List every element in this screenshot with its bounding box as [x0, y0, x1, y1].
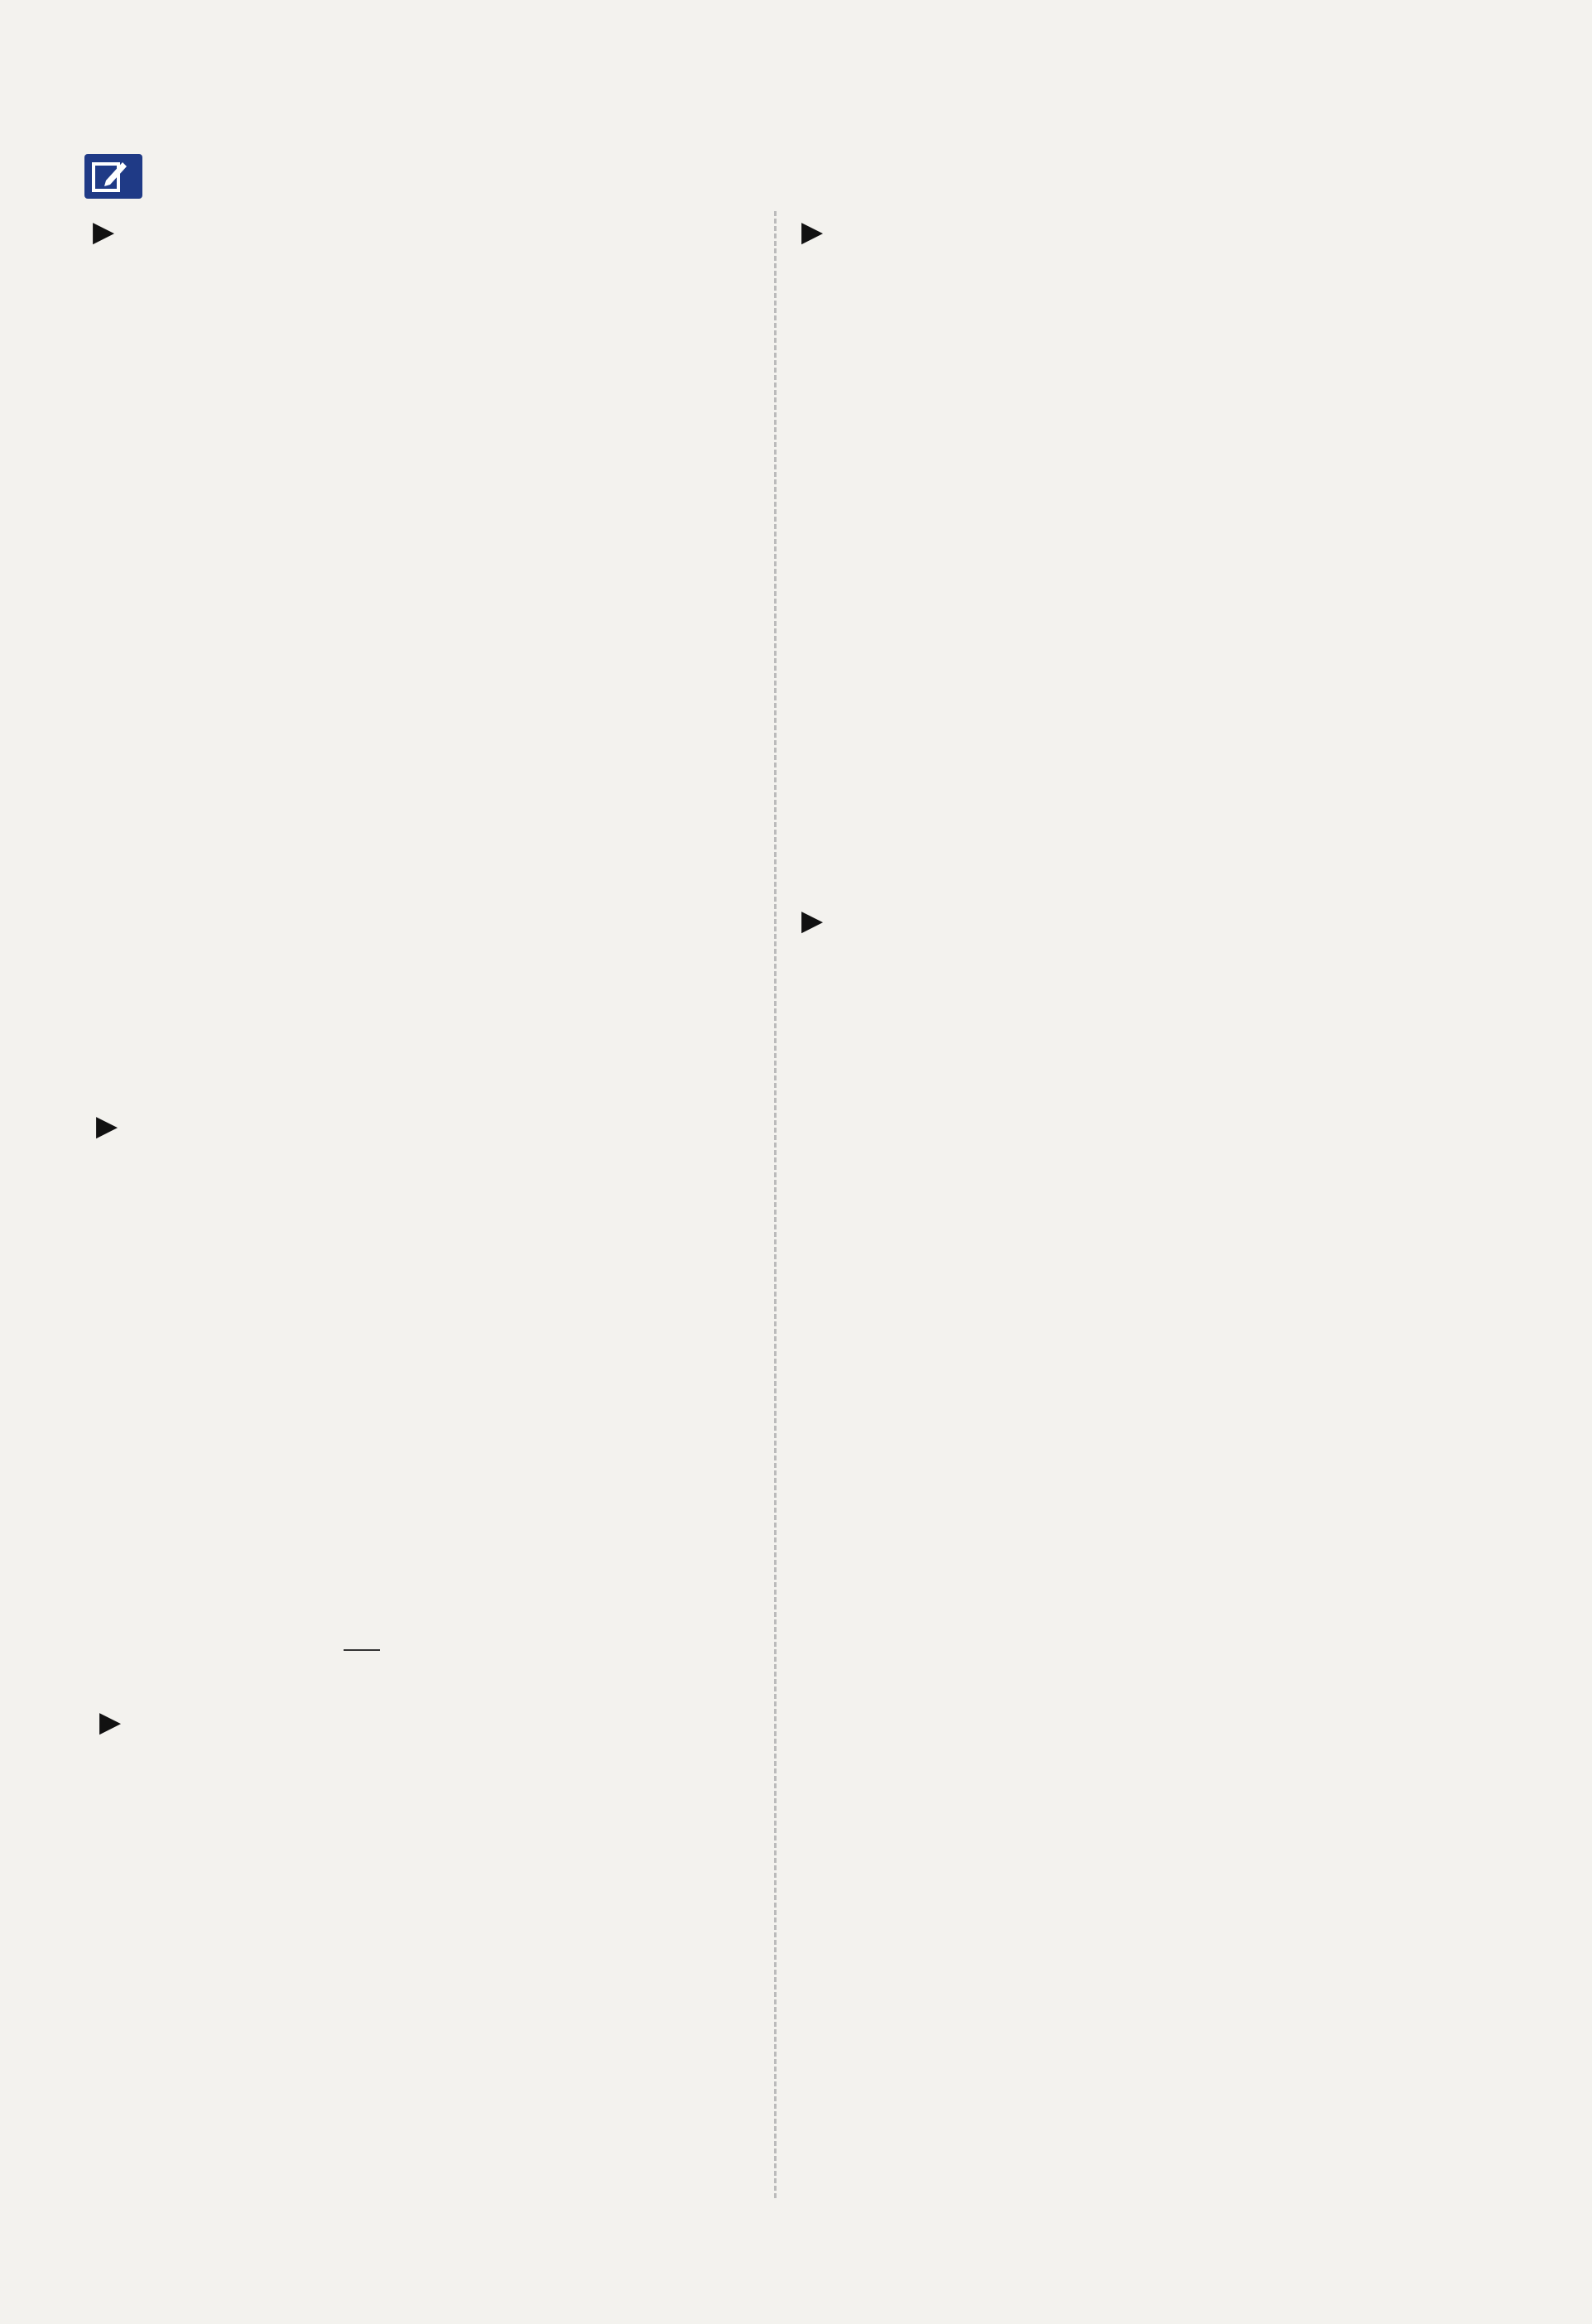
column-divider: [774, 211, 777, 2198]
pie-chart: [476, 1801, 766, 2148]
section-badge: [84, 154, 142, 199]
pencil-note-icon: [91, 159, 127, 194]
section-arrow-icon: ▶: [99, 1706, 122, 1739]
question-3-answer: [344, 1649, 380, 1651]
section-arrow-icon: ▶: [93, 215, 115, 248]
training-time-bar-chart: [861, 1200, 1424, 1573]
section-arrow-icon: ▶: [96, 1109, 118, 1143]
histogram-chart: [828, 505, 1457, 844]
section-arrow-icon: ▶: [801, 904, 824, 937]
section-arrow-icon: ▶: [801, 215, 824, 248]
test-score-line-chart: [861, 1577, 1440, 1950]
